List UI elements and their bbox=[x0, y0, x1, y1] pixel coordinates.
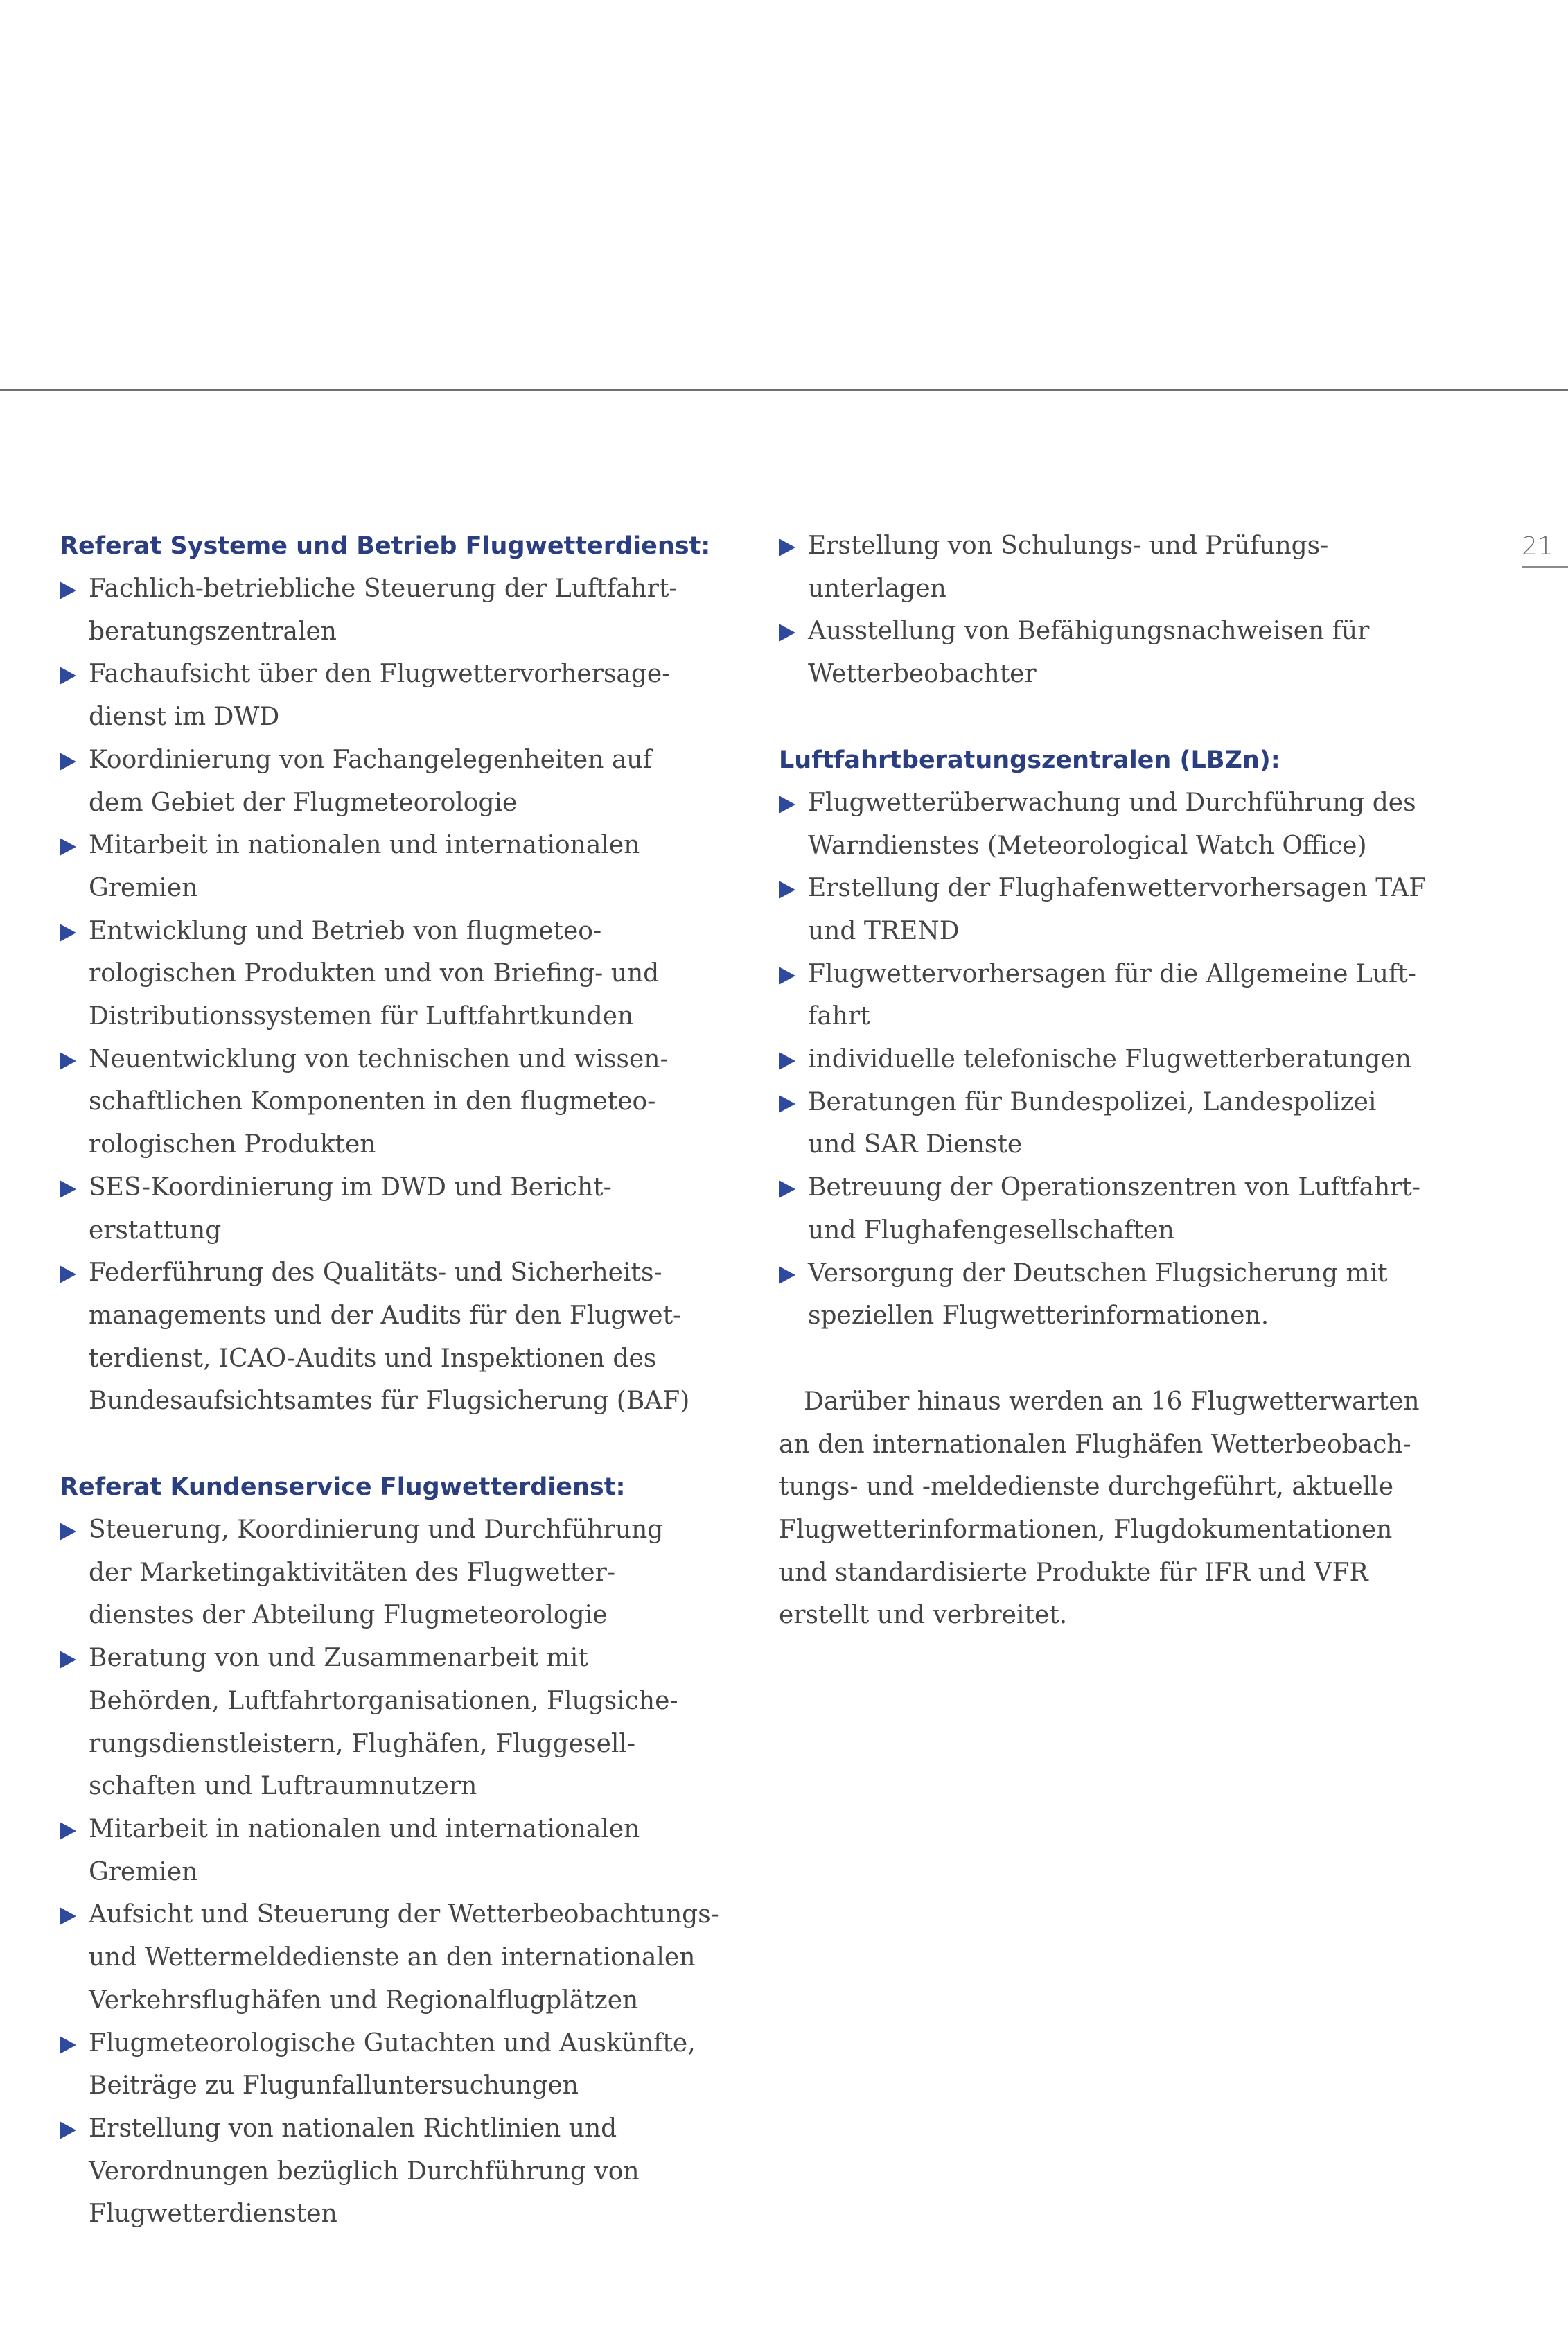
right-column bbox=[779, 525, 1472, 1637]
list-item-text: Wetterbeobachter bbox=[808, 660, 1037, 689]
triangle-right-icon bbox=[60, 2036, 76, 2054]
list-item-text: Flugwetterdiensten bbox=[89, 2200, 337, 2229]
list-item bbox=[60, 2107, 739, 2236]
list-item-text: Gremien bbox=[89, 873, 198, 902]
list-item-text: Fachaufsicht über den Flugwettervorhersage- bbox=[89, 660, 671, 689]
list-item bbox=[779, 525, 1472, 610]
list-item bbox=[60, 1509, 739, 1637]
list-item-text: Federführung des Qualitäts- und Sicherheits- bbox=[89, 1258, 662, 1288]
list-item bbox=[60, 1637, 739, 1808]
triangle-right-icon bbox=[60, 1822, 76, 1840]
list-item-text: erstattung bbox=[89, 1216, 222, 1245]
triangle-right-icon bbox=[60, 1052, 76, 1070]
list-item-text: managements und der Audits für den Flugwet- bbox=[89, 1301, 682, 1330]
list-item-text: Mitarbeit in nationalen und internationalen bbox=[89, 831, 640, 860]
list-item-text: Flugwetterüberwachung und Durchführung des bbox=[808, 788, 1416, 817]
list-item-text: Bundesaufsichtsamtes für Flugsicherung (BAF) bbox=[89, 1387, 690, 1416]
bullet-list bbox=[60, 568, 739, 1423]
triangle-right-icon bbox=[60, 753, 76, 771]
list-item-text: Entwicklung und Betrieb von flugmeteo- bbox=[89, 916, 602, 945]
paragraph-line: tungs- und -meldedienste durchgeführt, aktuelle bbox=[779, 1473, 1393, 1502]
list-item bbox=[779, 610, 1472, 695]
list-item bbox=[779, 1038, 1472, 1081]
paragraph-line: erstellt und verbreitet. bbox=[779, 1601, 1068, 1630]
list-item-text: unterlagen bbox=[808, 574, 946, 603]
list-item bbox=[779, 1252, 1472, 1337]
triangle-right-icon bbox=[779, 1266, 795, 1284]
list-item bbox=[779, 953, 1472, 1038]
section-heading: Referat Kundenservice Flugwetterdienst: bbox=[60, 1473, 626, 1502]
triangle-right-icon bbox=[779, 1180, 795, 1198]
section-heading: Referat Systeme und Betrieb Flugwetterdienst: bbox=[60, 532, 711, 560]
list-item-text: Verordnungen bezüglich Durchführung von bbox=[89, 2157, 640, 2186]
triangle-right-icon bbox=[60, 1907, 76, 1925]
list-item bbox=[60, 1038, 739, 1166]
list-item-text: Betreuung der Operationszentren von Luftfahrt- bbox=[808, 1173, 1421, 1202]
list-item-text: Ausstellung von Befähigungsnachweisen für bbox=[808, 617, 1370, 646]
list-item bbox=[779, 1166, 1472, 1252]
list-item-text: dienst im DWD bbox=[89, 703, 280, 732]
list-item-text: Beiträge zu Flugunfalluntersuchungen bbox=[89, 2071, 579, 2100]
paragraph-line: und standardisierte Produkte für IFR und VFR bbox=[779, 1558, 1368, 1587]
list-item bbox=[60, 910, 739, 1038]
list-item-text: Behörden, Luftfahrtorganisationen, Flugsiche- bbox=[89, 1686, 678, 1715]
list-item-text: Erstellung von nationalen Richtlinien und bbox=[89, 2114, 617, 2143]
list-item bbox=[779, 1081, 1472, 1166]
list-item-text: individuelle telefonische Flugwetterberatungen bbox=[808, 1045, 1411, 1074]
bullet-list bbox=[779, 525, 1472, 696]
list-item-text: Mitarbeit in nationalen und internationalen bbox=[89, 1814, 640, 1843]
list-item-text: Gremien bbox=[89, 1857, 198, 1886]
list-item bbox=[60, 1252, 739, 1423]
bullet-list bbox=[60, 1509, 739, 2236]
list-item-text: Beratungen für Bundespolizei, Landespolizei bbox=[808, 1087, 1377, 1116]
left-column bbox=[60, 525, 739, 2279]
list-item-text: fahrt bbox=[808, 1002, 870, 1031]
list-item-text: Aufsicht und Steuerung der Wetterbeobachtungs- bbox=[89, 1900, 719, 1929]
list-item-text: terdienst, ICAO-Audits und Inspektionen des bbox=[89, 1344, 657, 1373]
list-item-text: schaften und Luftraumnutzern bbox=[89, 1772, 477, 1801]
list-item-text: Erstellung der Flughafenwettervorhersagen TAF bbox=[808, 874, 1427, 903]
list-item-text: dienstes der Abteilung Flugmeteorologie bbox=[89, 1601, 608, 1630]
list-item-text: Warndienstes (Meteorological Watch Office) bbox=[808, 831, 1367, 860]
list-item-text: rologischen Produkten bbox=[89, 1130, 376, 1159]
triangle-right-icon bbox=[779, 1095, 795, 1113]
list-item-text: rologischen Produkten und von Briefing- und bbox=[89, 959, 660, 988]
list-item-text: Beratung von und Zusammenarbeit mit bbox=[89, 1644, 588, 1673]
paragraph-line: an den internationalen Flughäfen Wetterbeobach- bbox=[779, 1430, 1411, 1459]
section-heading: Luftfahrtberatungszentralen (LBZn): bbox=[779, 746, 1280, 774]
summary-paragraph bbox=[779, 1380, 1472, 1637]
list-item-text: rungsdienstleistern, Flughäfen, Fluggesell- bbox=[89, 1729, 636, 1758]
list-item bbox=[60, 1893, 739, 2021]
triangle-right-icon bbox=[60, 924, 76, 942]
list-item bbox=[60, 739, 739, 824]
list-item-text: SES-Koordinierung im DWD und Bericht- bbox=[89, 1173, 612, 1202]
list-item bbox=[60, 824, 739, 909]
triangle-right-icon bbox=[60, 838, 76, 856]
list-item-text: Verkehrsflughäfen und Regionalflugplätzen bbox=[89, 1985, 639, 2015]
triangle-right-icon bbox=[779, 538, 795, 556]
section-luftfahrtberatungszentralen bbox=[779, 739, 1472, 1337]
triangle-right-icon bbox=[60, 1523, 76, 1541]
list-item-text: schaftlichen Komponenten in den flugmeteo- bbox=[89, 1087, 656, 1116]
section-kundenservice bbox=[60, 1466, 739, 2236]
list-item-text: und Wettermeldedienste an den internationalen bbox=[89, 1943, 696, 1972]
page-number: 21 bbox=[1522, 530, 1568, 568]
list-item-text: Steuerung, Koordinierung und Durchführung bbox=[89, 1516, 664, 1545]
list-item bbox=[60, 1808, 739, 1893]
list-item-text: Neuentwicklung von technischen und wissen- bbox=[89, 1044, 669, 1073]
list-item-text: speziellen Flugwetterinformationen. bbox=[808, 1301, 1269, 1331]
triangle-right-icon bbox=[60, 2121, 76, 2139]
triangle-right-icon bbox=[779, 796, 795, 814]
list-item-text: beratungszentralen bbox=[89, 617, 337, 646]
list-item bbox=[60, 653, 739, 738]
list-item-text: und Flughafengesellschaften bbox=[808, 1216, 1174, 1245]
header-rule bbox=[0, 389, 1568, 391]
list-item-text: und TREND bbox=[808, 916, 960, 945]
triangle-right-icon bbox=[779, 624, 795, 642]
list-item bbox=[60, 2022, 739, 2107]
section-systeme-betrieb bbox=[60, 525, 739, 1423]
list-item bbox=[60, 568, 739, 653]
triangle-right-icon bbox=[779, 881, 795, 899]
triangle-right-icon bbox=[779, 967, 795, 985]
list-item bbox=[779, 867, 1472, 952]
list-item bbox=[60, 1166, 739, 1252]
paragraph-line: Flugwetterinformationen, Flugdokumentationen bbox=[779, 1516, 1393, 1545]
list-item bbox=[779, 782, 1472, 867]
list-item-text: Distributionssystemen für Luftfahrtkunden bbox=[89, 1002, 634, 1031]
bullet-list bbox=[779, 782, 1472, 1337]
list-item-text: und SAR Dienste bbox=[808, 1130, 1023, 1159]
triangle-right-icon bbox=[60, 1180, 76, 1198]
list-item-text: Koordinierung von Fachangelegenheiten auf bbox=[89, 745, 652, 774]
section-continued-items bbox=[779, 525, 1472, 696]
triangle-right-icon bbox=[779, 1052, 795, 1070]
list-item-text: der Marketingaktivitäten des Flugwetter- bbox=[89, 1558, 616, 1587]
list-item-text: Erstellung von Schulungs- und Prüfungs- bbox=[808, 532, 1329, 560]
triangle-right-icon bbox=[60, 667, 76, 685]
list-item-text: Fachlich-betriebliche Steuerung der Luftfahrt- bbox=[89, 574, 678, 603]
triangle-right-icon bbox=[60, 1265, 76, 1283]
triangle-right-icon bbox=[60, 581, 76, 599]
triangle-right-icon bbox=[60, 1651, 76, 1669]
list-item-text: Flugwettervorhersagen für die Allgemeine Luft- bbox=[808, 959, 1416, 988]
paragraph-line: Darüber hinaus werden an 16 Flugwetterwarten bbox=[804, 1387, 1420, 1416]
list-item-text: Versorgung der Deutschen Flugsicherung mit bbox=[808, 1258, 1388, 1288]
list-item-text: dem Gebiet der Flugmeteorologie bbox=[89, 788, 518, 817]
list-item-text: Flugmeteorologische Gutachten und Auskünfte, bbox=[89, 2028, 696, 2058]
